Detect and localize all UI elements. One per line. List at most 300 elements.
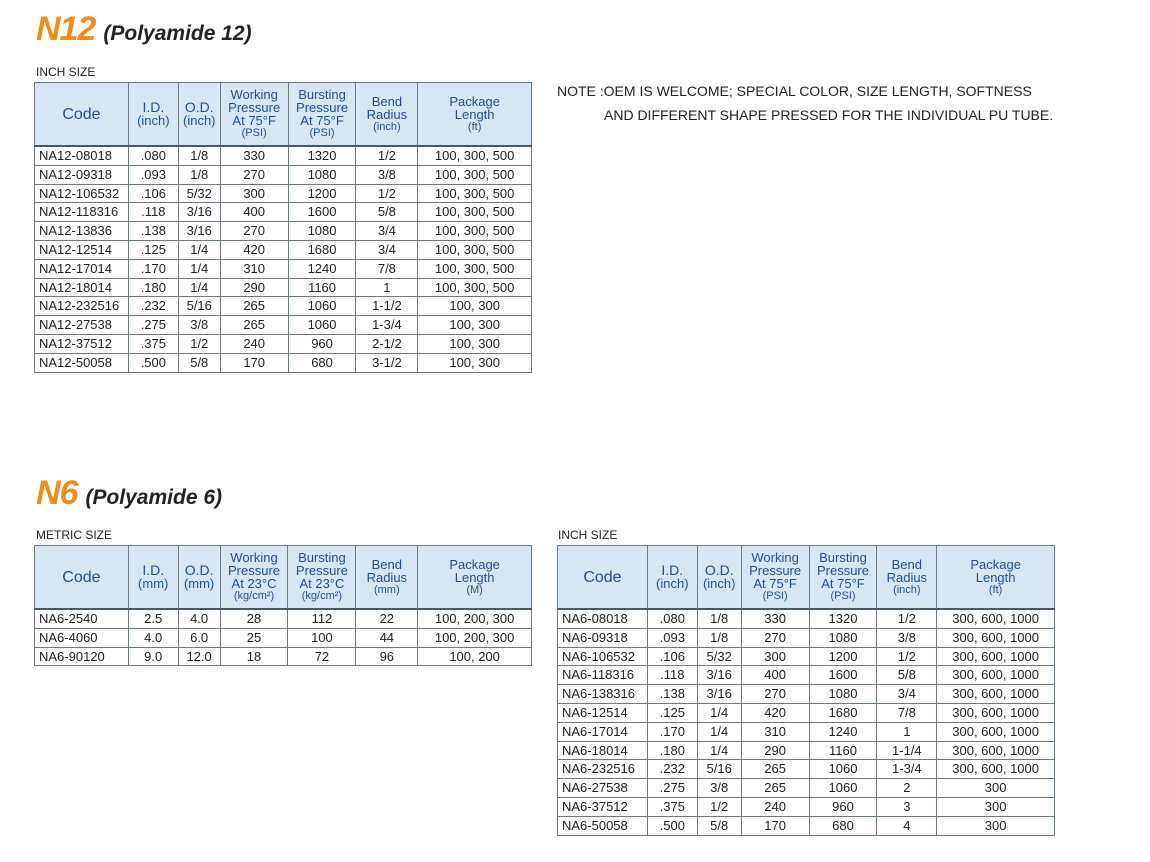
cell-working-pressure: 310 bbox=[741, 722, 809, 741]
table-row bbox=[558, 741, 1055, 760]
cell-working-pressure: 25 bbox=[220, 628, 288, 647]
cell-package-length: 300, 600, 1000 bbox=[937, 666, 1055, 685]
cell-bursting-pressure: 1160 bbox=[809, 741, 877, 760]
header-line: (PSI) bbox=[830, 590, 856, 602]
cell-package-length: 100, 300 bbox=[418, 334, 532, 353]
header-line: (kg/cm²) bbox=[233, 590, 275, 602]
header-line: At 23°C bbox=[231, 576, 277, 591]
cell-working-pressure: 400 bbox=[741, 666, 809, 685]
header-code bbox=[558, 546, 648, 610]
header-line: Pressure bbox=[228, 100, 281, 115]
table-row bbox=[558, 816, 1055, 835]
cell-od: 5/8 bbox=[178, 353, 220, 372]
header-package-length bbox=[937, 546, 1055, 610]
header-line: Working bbox=[230, 550, 278, 565]
header-line: At 75°F bbox=[232, 113, 276, 128]
table-row bbox=[35, 259, 532, 278]
header-code bbox=[35, 546, 129, 610]
cell-id: .118 bbox=[647, 666, 697, 685]
cell-od: 3/16 bbox=[697, 685, 741, 704]
cell-od: 1/2 bbox=[178, 334, 220, 353]
cell-bursting-pressure: 1080 bbox=[809, 685, 877, 704]
table-row bbox=[35, 316, 532, 335]
header-working-pressure bbox=[741, 546, 809, 610]
cell-bursting-pressure: 1200 bbox=[288, 184, 356, 203]
cell-package-length: 100, 300, 500 bbox=[418, 203, 532, 222]
cell-working-pressure: 170 bbox=[220, 353, 288, 372]
cell-working-pressure: 240 bbox=[220, 334, 288, 353]
table-row bbox=[558, 779, 1055, 798]
cell-code: NA6-90120 bbox=[35, 647, 129, 666]
n6-inch-spec-table bbox=[557, 545, 1055, 836]
header-line: (inch) bbox=[656, 576, 689, 591]
cell-code: NA6-17014 bbox=[558, 722, 648, 741]
header-line: Package bbox=[970, 556, 1021, 572]
oem-note-line-1: NOTE :OEM IS WELCOME; SPECIAL COLOR, SIZE LENGTH, SOFTNESS bbox=[557, 83, 1032, 99]
cell-code: NA6-37512 bbox=[558, 797, 648, 816]
cell-id: .125 bbox=[647, 703, 697, 722]
cell-id: .500 bbox=[128, 353, 178, 372]
n12-spec-table bbox=[34, 82, 532, 373]
cell-bend-radius: 3/4 bbox=[356, 222, 418, 241]
cell-id: .125 bbox=[128, 240, 178, 259]
cell-bursting-pressure: 960 bbox=[809, 797, 877, 816]
cell-bend-radius: 5/8 bbox=[356, 203, 418, 222]
cell-bend-radius: 22 bbox=[356, 609, 418, 628]
cell-package-length: 300, 600, 1000 bbox=[937, 628, 1055, 647]
header-id bbox=[128, 546, 178, 610]
table-row bbox=[35, 334, 532, 353]
header-bursting-pressure bbox=[288, 546, 356, 610]
cell-id: .275 bbox=[647, 779, 697, 798]
n12-code-title: N12 bbox=[36, 10, 96, 48]
header-working-pressure bbox=[220, 546, 288, 610]
cell-id: .138 bbox=[647, 685, 697, 704]
n6-inch-size-label: INCH SIZE bbox=[558, 528, 618, 542]
n12-subtitle: (Polyamide 12) bbox=[103, 22, 252, 45]
n6-metric-spec-table bbox=[34, 545, 532, 666]
cell-package-length: 300, 600, 1000 bbox=[937, 722, 1055, 741]
cell-package-length: 100, 300, 500 bbox=[418, 259, 532, 278]
cell-od: 1/4 bbox=[178, 278, 220, 297]
header-line: O.D. bbox=[704, 562, 734, 578]
cell-working-pressure: 240 bbox=[741, 797, 809, 816]
cell-id: .232 bbox=[647, 760, 697, 779]
header-line: Bend bbox=[371, 556, 402, 572]
cell-id: .375 bbox=[128, 334, 178, 353]
cell-id: .170 bbox=[128, 259, 178, 278]
header-bend-radius bbox=[877, 546, 937, 610]
cell-bend-radius: 1 bbox=[877, 722, 937, 741]
header-od bbox=[697, 546, 741, 610]
oem-note-line-2: AND DIFFERENT SHAPE PRESSED FOR THE INDIVIDUAL PU TUBE. bbox=[604, 107, 1054, 123]
header-line: (PSI) bbox=[762, 590, 788, 602]
cell-package-length: 100, 300, 500 bbox=[418, 278, 532, 297]
table-row bbox=[35, 297, 532, 316]
header-working-pressure bbox=[220, 83, 288, 147]
cell-bend-radius: 2-1/2 bbox=[356, 334, 418, 353]
cell-od: 1/8 bbox=[178, 165, 220, 184]
cell-id: .180 bbox=[128, 278, 178, 297]
cell-code: NA6-18014 bbox=[558, 741, 648, 760]
cell-code: NA6-138316 bbox=[558, 685, 648, 704]
cell-package-length: 300, 600, 1000 bbox=[937, 760, 1055, 779]
cell-working-pressure: 265 bbox=[220, 297, 288, 316]
table-row bbox=[35, 609, 532, 628]
cell-od: 1/4 bbox=[697, 722, 741, 741]
cell-code: NA12-12514 bbox=[35, 240, 129, 259]
header-package-length bbox=[418, 83, 532, 147]
header-line: Bursting bbox=[298, 550, 346, 565]
cell-working-pressure: 270 bbox=[220, 165, 288, 184]
cell-id: 4.0 bbox=[128, 628, 178, 647]
table-row bbox=[558, 797, 1055, 816]
cell-bursting-pressure: 1060 bbox=[288, 316, 356, 335]
header-id bbox=[128, 83, 178, 147]
cell-id: .138 bbox=[128, 222, 178, 241]
n6-metric-size-label: METRIC SIZE bbox=[36, 528, 113, 542]
header-bursting-pressure bbox=[809, 546, 877, 610]
cell-code: NA6-106532 bbox=[558, 647, 648, 666]
cell-od: 1/4 bbox=[697, 741, 741, 760]
cell-working-pressure: 330 bbox=[220, 146, 288, 165]
table-row bbox=[35, 165, 532, 184]
header-bursting-pressure bbox=[288, 83, 356, 147]
cell-bursting-pressure: 680 bbox=[288, 353, 356, 372]
header-line: Radius bbox=[366, 569, 408, 585]
header-line: Radius bbox=[886, 569, 928, 585]
cell-code: NA6-09318 bbox=[558, 628, 648, 647]
cell-id: .080 bbox=[647, 609, 697, 628]
cell-bend-radius: 1/2 bbox=[356, 184, 418, 203]
cell-working-pressure: 270 bbox=[741, 685, 809, 704]
header-line: Package bbox=[449, 93, 500, 109]
header-line: (inch) bbox=[702, 576, 736, 591]
header-line: (inch) bbox=[183, 113, 216, 128]
header-id bbox=[647, 546, 697, 610]
cell-working-pressure: 290 bbox=[220, 278, 288, 297]
header-line: (PSI) bbox=[309, 127, 335, 139]
cell-code: NA6-118316 bbox=[558, 666, 648, 685]
cell-bend-radius: 1/2 bbox=[356, 146, 418, 165]
cell-bursting-pressure: 1240 bbox=[288, 259, 356, 278]
header-line: At 23°C bbox=[299, 576, 345, 591]
cell-bend-radius: 96 bbox=[356, 647, 418, 666]
table-row bbox=[558, 722, 1055, 741]
cell-od: 1/8 bbox=[697, 628, 741, 647]
cell-bend-radius: 7/8 bbox=[877, 703, 937, 722]
cell-bursting-pressure: 1240 bbox=[809, 722, 877, 741]
header-line: Package bbox=[449, 556, 500, 572]
header-line: Bend bbox=[371, 93, 403, 109]
cell-od: 12.0 bbox=[178, 647, 220, 666]
cell-working-pressure: 270 bbox=[220, 222, 288, 241]
header-line: Pressure bbox=[296, 100, 349, 115]
cell-code: NA12-118316 bbox=[35, 203, 129, 222]
oem-note bbox=[557, 79, 1053, 127]
cell-id: .080 bbox=[128, 146, 178, 165]
cell-bend-radius: 3/4 bbox=[356, 240, 418, 259]
cell-bend-radius: 1-1/2 bbox=[356, 297, 418, 316]
cell-code: NA6-12514 bbox=[558, 703, 648, 722]
table-row bbox=[35, 184, 532, 203]
cell-bursting-pressure: 1680 bbox=[809, 703, 877, 722]
cell-bursting-pressure: 72 bbox=[288, 647, 356, 666]
cell-package-length: 300 bbox=[937, 816, 1055, 835]
header-bend-radius bbox=[356, 546, 418, 610]
header-line: (ft) bbox=[467, 120, 482, 133]
cell-bursting-pressure: 1200 bbox=[809, 647, 877, 666]
header-line: Pressure bbox=[816, 563, 869, 578]
cell-bursting-pressure: 1600 bbox=[288, 203, 356, 222]
cell-od: 3/8 bbox=[697, 779, 741, 798]
header-od bbox=[178, 83, 220, 147]
cell-package-length: 300, 600, 1000 bbox=[937, 609, 1055, 628]
header-line: I.D. bbox=[142, 99, 165, 115]
header-line: (kg/cm²) bbox=[301, 590, 343, 602]
cell-working-pressure: 270 bbox=[741, 628, 809, 647]
header-line: Length bbox=[454, 569, 495, 585]
header-line: At 75°F bbox=[821, 576, 865, 591]
header-line: Bend bbox=[891, 556, 923, 572]
cell-id: .093 bbox=[647, 628, 697, 647]
cell-working-pressure: 310 bbox=[220, 259, 288, 278]
cell-working-pressure: 300 bbox=[220, 184, 288, 203]
header-line: Working bbox=[230, 87, 278, 102]
cell-bursting-pressure: 100 bbox=[288, 628, 356, 647]
header-line: At 75°F bbox=[300, 113, 344, 128]
cell-od: 5/16 bbox=[697, 760, 741, 779]
cell-package-length: 300 bbox=[937, 797, 1055, 816]
cell-od: 3/8 bbox=[178, 316, 220, 335]
header-line: (PSI) bbox=[241, 127, 267, 139]
cell-od: 1/4 bbox=[178, 240, 220, 259]
cell-code: NA6-08018 bbox=[558, 609, 648, 628]
cell-bursting-pressure: 1600 bbox=[809, 666, 877, 685]
cell-package-length: 300 bbox=[937, 779, 1055, 798]
table-row bbox=[35, 240, 532, 259]
cell-package-length: 100, 300 bbox=[418, 316, 532, 335]
cell-id: .170 bbox=[647, 722, 697, 741]
table-row bbox=[35, 146, 532, 165]
cell-od: 1/4 bbox=[178, 259, 220, 278]
table-row bbox=[35, 628, 532, 647]
table-row bbox=[558, 609, 1055, 628]
cell-code: NA12-17014 bbox=[35, 259, 129, 278]
n12-title bbox=[36, 10, 252, 49]
cell-od: 3/16 bbox=[178, 203, 220, 222]
header-line: Radius bbox=[366, 106, 408, 122]
cell-bend-radius: 3-1/2 bbox=[356, 353, 418, 372]
cell-bend-radius: 1-3/4 bbox=[356, 316, 418, 335]
table-row bbox=[35, 353, 532, 372]
cell-bend-radius: 7/8 bbox=[356, 259, 418, 278]
cell-id: 9.0 bbox=[128, 647, 178, 666]
cell-code: NA12-08018 bbox=[35, 146, 129, 165]
header-line: (M) bbox=[466, 583, 483, 596]
header-line: (inch) bbox=[137, 113, 170, 128]
cell-bend-radius: 1-3/4 bbox=[877, 760, 937, 779]
table-row bbox=[35, 278, 532, 297]
header-line: Bursting bbox=[819, 550, 867, 565]
cell-code: NA6-27538 bbox=[558, 779, 648, 798]
cell-bend-radius: 1/2 bbox=[877, 609, 937, 628]
cell-bursting-pressure: 1320 bbox=[288, 146, 356, 165]
header-line: I.D. bbox=[661, 562, 684, 578]
cell-working-pressure: 400 bbox=[220, 203, 288, 222]
table-row bbox=[558, 666, 1055, 685]
cell-bend-radius: 1-1/4 bbox=[877, 741, 937, 760]
cell-code: NA6-2540 bbox=[35, 609, 129, 628]
cell-bursting-pressure: 1320 bbox=[809, 609, 877, 628]
cell-od: 3/16 bbox=[178, 222, 220, 241]
cell-code: NA12-37512 bbox=[35, 334, 129, 353]
cell-id: .232 bbox=[128, 297, 178, 316]
header-line: (ft) bbox=[988, 583, 1003, 596]
cell-working-pressure: 300 bbox=[741, 647, 809, 666]
cell-bursting-pressure: 1160 bbox=[288, 278, 356, 297]
header-line: Code bbox=[583, 568, 622, 586]
table-row bbox=[558, 760, 1055, 779]
cell-od: 4.0 bbox=[178, 609, 220, 628]
cell-od: 5/32 bbox=[178, 184, 220, 203]
header-line: (inch) bbox=[373, 120, 401, 133]
header-line: I.D. bbox=[142, 562, 165, 578]
cell-code: NA12-106532 bbox=[35, 184, 129, 203]
n6-subtitle: (Polyamide 6) bbox=[85, 486, 223, 509]
cell-od: 5/16 bbox=[178, 297, 220, 316]
cell-bursting-pressure: 1060 bbox=[288, 297, 356, 316]
table-row bbox=[558, 628, 1055, 647]
header-line: Code bbox=[62, 105, 101, 123]
cell-od: 5/8 bbox=[697, 816, 741, 835]
header-package-length bbox=[418, 546, 532, 610]
cell-working-pressure: 18 bbox=[220, 647, 288, 666]
cell-package-length: 100, 200 bbox=[418, 647, 532, 666]
cell-working-pressure: 170 bbox=[741, 816, 809, 835]
header-line: (mm) bbox=[138, 576, 169, 591]
header-line: (inch) bbox=[893, 583, 921, 596]
header-line: Working bbox=[751, 550, 799, 565]
cell-od: 1/4 bbox=[697, 703, 741, 722]
cell-bursting-pressure: 1080 bbox=[809, 628, 877, 647]
cell-bend-radius: 4 bbox=[877, 816, 937, 835]
cell-od: 1/8 bbox=[697, 609, 741, 628]
cell-code: NA6-232516 bbox=[558, 760, 648, 779]
cell-package-length: 100, 300, 500 bbox=[418, 165, 532, 184]
header-code bbox=[35, 83, 129, 147]
cell-bend-radius: 3 bbox=[877, 797, 937, 816]
cell-working-pressure: 28 bbox=[220, 609, 288, 628]
cell-bursting-pressure: 1080 bbox=[288, 222, 356, 241]
cell-code: NA6-50058 bbox=[558, 816, 648, 835]
cell-bend-radius: 5/8 bbox=[877, 666, 937, 685]
cell-package-length: 300, 600, 1000 bbox=[937, 647, 1055, 666]
cell-working-pressure: 330 bbox=[741, 609, 809, 628]
cell-working-pressure: 420 bbox=[741, 703, 809, 722]
cell-code: NA12-50058 bbox=[35, 353, 129, 372]
cell-id: .275 bbox=[128, 316, 178, 335]
cell-id: .180 bbox=[647, 741, 697, 760]
cell-bursting-pressure: 112 bbox=[288, 609, 356, 628]
header-line: O.D. bbox=[184, 99, 214, 115]
cell-id: .375 bbox=[647, 797, 697, 816]
cell-od: 1/2 bbox=[697, 797, 741, 816]
cell-bend-radius: 2 bbox=[877, 779, 937, 798]
cell-working-pressure: 265 bbox=[220, 316, 288, 335]
cell-bend-radius: 3/8 bbox=[356, 165, 418, 184]
header-od bbox=[178, 546, 220, 610]
cell-package-length: 300, 600, 1000 bbox=[937, 685, 1055, 704]
cell-code: NA12-27538 bbox=[35, 316, 129, 335]
cell-code: NA12-18014 bbox=[35, 278, 129, 297]
cell-id: .500 bbox=[647, 816, 697, 835]
cell-bend-radius: 3/8 bbox=[877, 628, 937, 647]
header-line: Code bbox=[62, 568, 101, 586]
cell-package-length: 100, 200, 300 bbox=[418, 628, 532, 647]
table-row bbox=[35, 222, 532, 241]
table-row bbox=[35, 647, 532, 666]
cell-working-pressure: 265 bbox=[741, 779, 809, 798]
cell-od: 1/8 bbox=[178, 146, 220, 165]
cell-code: NA12-232516 bbox=[35, 297, 129, 316]
header-bend-radius bbox=[356, 83, 418, 147]
header-line: Bursting bbox=[298, 87, 346, 102]
cell-package-length: 100, 200, 300 bbox=[418, 609, 532, 628]
cell-bursting-pressure: 960 bbox=[288, 334, 356, 353]
cell-id: .106 bbox=[128, 184, 178, 203]
header-line: Length bbox=[975, 569, 1016, 585]
header-line: (mm) bbox=[183, 576, 215, 591]
cell-working-pressure: 265 bbox=[741, 760, 809, 779]
table-row bbox=[35, 203, 532, 222]
cell-id: .093 bbox=[128, 165, 178, 184]
cell-package-length: 300, 600, 1000 bbox=[937, 703, 1055, 722]
cell-working-pressure: 290 bbox=[741, 741, 809, 760]
table-row bbox=[558, 685, 1055, 704]
cell-bend-radius: 44 bbox=[356, 628, 418, 647]
header-line: Length bbox=[454, 106, 495, 122]
cell-code: NA6-4060 bbox=[35, 628, 129, 647]
header-line: (mm) bbox=[373, 583, 400, 596]
cell-bend-radius: 1 bbox=[356, 278, 418, 297]
header-line: Pressure bbox=[228, 563, 281, 578]
n6-code-title: N6 bbox=[36, 474, 78, 512]
cell-id: 2.5 bbox=[128, 609, 178, 628]
cell-od: 3/16 bbox=[697, 666, 741, 685]
table-row bbox=[558, 647, 1055, 666]
header-line: Pressure bbox=[295, 563, 348, 578]
table-row bbox=[558, 703, 1055, 722]
cell-package-length: 100, 300, 500 bbox=[418, 146, 532, 165]
cell-package-length: 100, 300 bbox=[418, 353, 532, 372]
header-line: O.D. bbox=[184, 562, 214, 578]
cell-code: NA12-13836 bbox=[35, 222, 129, 241]
cell-bursting-pressure: 1060 bbox=[809, 760, 877, 779]
cell-package-length: 100, 300 bbox=[418, 297, 532, 316]
cell-bursting-pressure: 1060 bbox=[809, 779, 877, 798]
cell-bursting-pressure: 680 bbox=[809, 816, 877, 835]
cell-package-length: 100, 300, 500 bbox=[418, 222, 532, 241]
cell-id: .118 bbox=[128, 203, 178, 222]
cell-od: 5/32 bbox=[697, 647, 741, 666]
cell-id: .106 bbox=[647, 647, 697, 666]
cell-package-length: 300, 600, 1000 bbox=[937, 741, 1055, 760]
n12-size-label: INCH SIZE bbox=[36, 65, 96, 79]
cell-code: NA12-09318 bbox=[35, 165, 129, 184]
header-line: Pressure bbox=[749, 563, 802, 578]
header-line: At 75°F bbox=[753, 576, 797, 591]
